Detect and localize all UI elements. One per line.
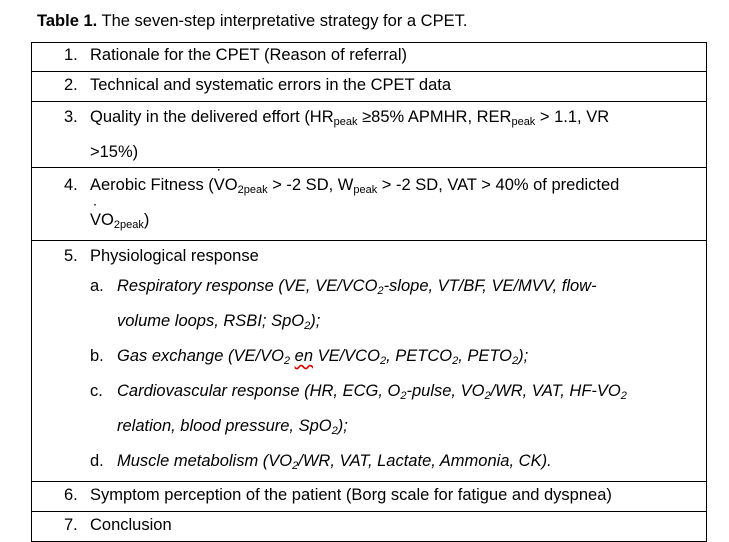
step-number: 3. (64, 108, 78, 126)
step-number: 5. (64, 247, 78, 265)
step-text: Physiological response (90, 247, 259, 265)
list-item: a. Respiratory response (VE, $VE/VCO_2$-slope, VT/BF, VE/MVV, flow- volume loops, RSBI; SpO$_2$); (117, 271, 706, 341)
sub-letter: a. (90, 277, 104, 295)
caption-text: The seven-step interpretative strategy for a CPET. (97, 12, 468, 30)
step-text: Conclusion (90, 516, 172, 534)
table-caption (37, 12, 467, 31)
list-item: c. Cardiovascular response (HR, ECG, $O_2$-pulse, $VO_2/WR$, VAT, $HF-VO_2$ relation, blood pressure, SpO$_2$); (117, 376, 706, 446)
table-row (32, 72, 707, 102)
list-item: d. Muscle metabolism ($VO_2/WR$, VAT, Lactate, Ammonia, CK). (117, 446, 706, 481)
step-text: Quality in the delivered effort ($HR_{peak} \ge 85\%$ APMHR, $RER_{peak} > 1.1$, VR >15%) (90, 108, 610, 161)
sub-letter: c. (90, 382, 103, 400)
step-text: Symptom perception of the patient (Borg scale for fatigue and dyspnea) (90, 486, 612, 504)
table-row (32, 168, 707, 241)
sub-letter: b. (90, 347, 104, 365)
table-row (32, 482, 707, 512)
table-row (32, 241, 707, 482)
steps-table (31, 42, 707, 542)
sub-list (32, 271, 706, 481)
sub-letter: d. (90, 452, 104, 470)
table-row (32, 102, 707, 168)
list-item: b. Gas exchange ($VE/VO_2$ en $VE/VCO_2$, $PETCO_2$, $PETO_2$); (117, 341, 706, 376)
step-number: 7. (64, 516, 78, 534)
table-row (32, 43, 707, 72)
step-text: Rationale for the CPET (Reason of referral) (90, 46, 408, 64)
step-number: 1. (64, 46, 78, 64)
step-number: 6. (64, 486, 78, 504)
step-text: Aerobic Fitness (˙ $VO_{2peak} > -2$ SD, $W_{peak} > -2$ SD, VAT > 40% of predicted ˙ $VO_{2peak}$) (90, 170, 698, 240)
table-row (32, 512, 707, 542)
caption-label: Table 1. (37, 12, 98, 30)
step-number: 2. (64, 76, 78, 94)
step-text: Technical and systematic errors in the CPET data (90, 76, 452, 94)
step-number: 4. (64, 176, 78, 194)
